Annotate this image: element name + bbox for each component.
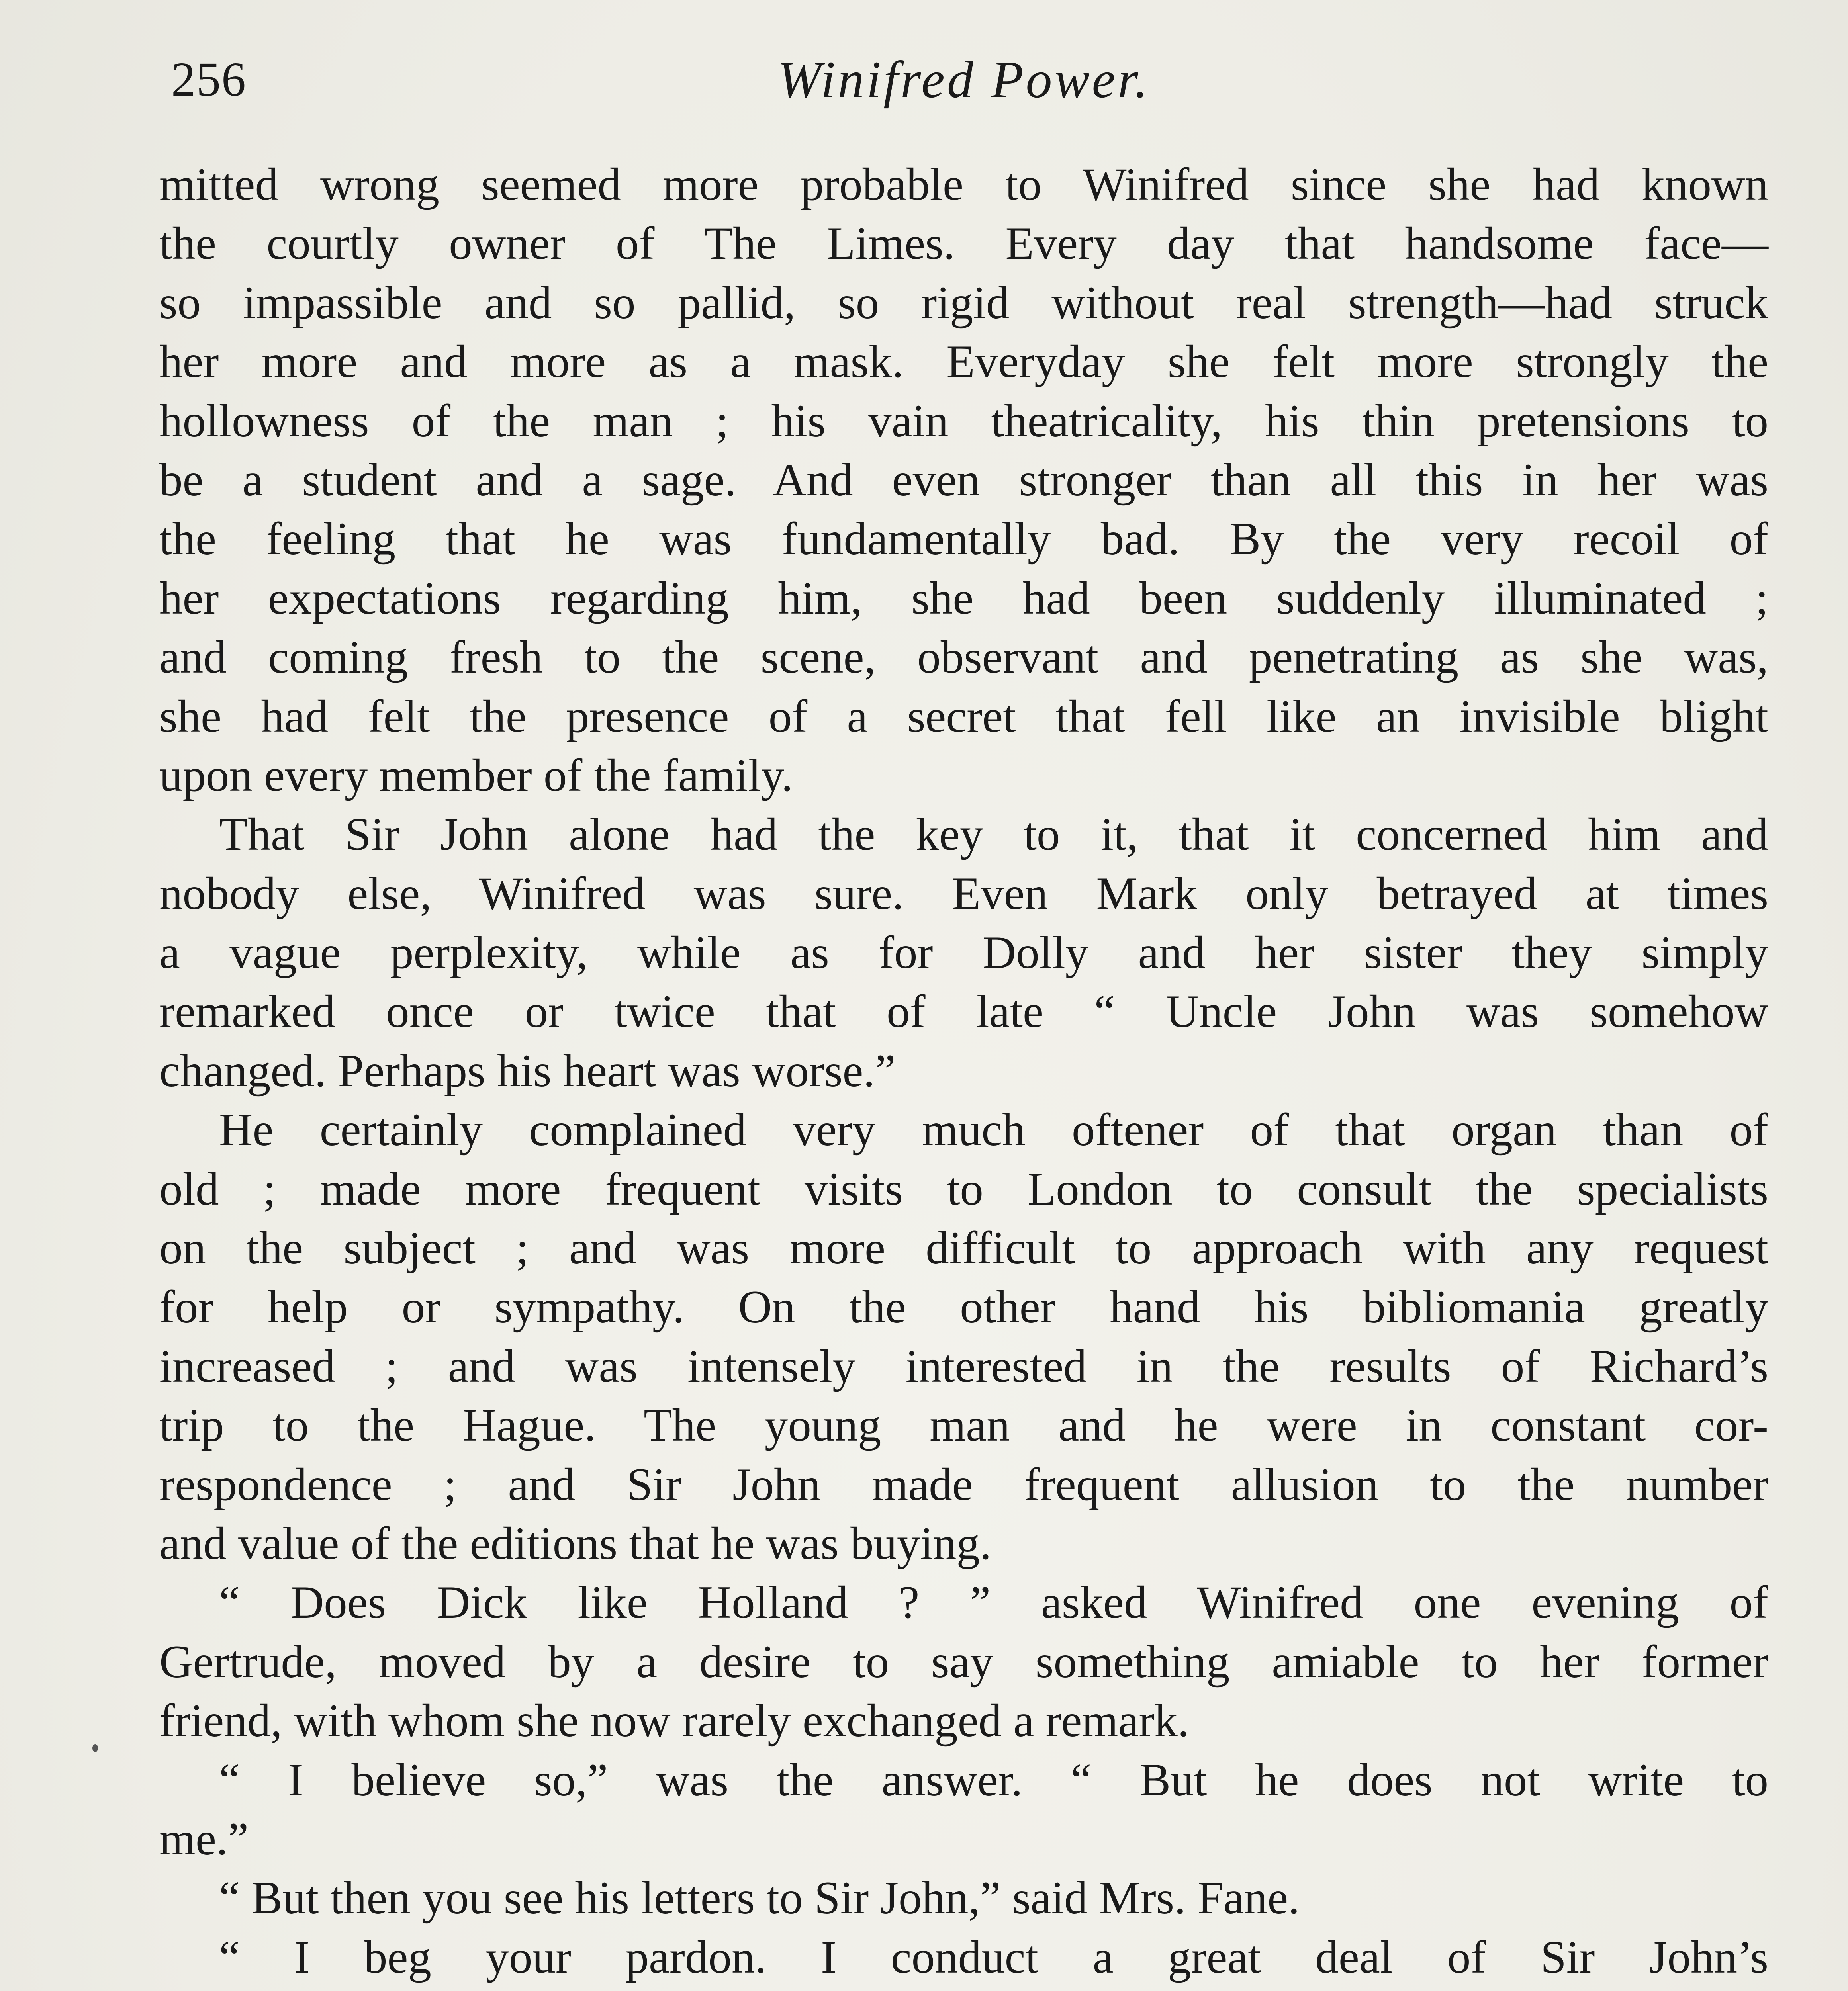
text-line: nobody else, Winifred was sure. Even Mark only betrayed at times	[159, 868, 1768, 919]
text-line: on the subject ; and was more difficult to approach with any request	[159, 1222, 1768, 1274]
text-line: her more and more as a mask. Everyday she felt more strongly the	[159, 336, 1768, 388]
page-header	[159, 42, 1768, 117]
text-line	[159, 1987, 1768, 1991]
running-title: Winifred Power.	[777, 50, 1150, 109]
text-line: mitted wrong seemed more probable to Winifred since she had known	[159, 159, 1768, 210]
text-line: changed. Perhaps his heart was worse.”	[159, 1045, 896, 1097]
text-line: He certainly complained very much oftener of that organ than of	[219, 1104, 1768, 1156]
text-line: be a student and a sage. And even stronger than all this in her was	[159, 454, 1768, 506]
text-line: “ I beg your pardon. I conduct a great deal of Sir John’s	[219, 1931, 1768, 1983]
text-line: me.”	[159, 1813, 249, 1865]
text-line: a vague perplexity, while as for Dolly and her sister they simply	[159, 927, 1768, 979]
text-line: friend, with whom she now rarely exchanged a remark.	[159, 1695, 1190, 1747]
text-line: hollowness of the man ; his vain theatricality, his thin pretensions to	[159, 395, 1768, 447]
text-line: and coming fresh to the scene, observant and penetrating as she was,	[159, 632, 1768, 683]
text-line: “ I believe so,” was the answer. “ But he does not write to	[219, 1754, 1768, 1806]
text-line: and value of the editions that he was buying.	[159, 1518, 992, 1569]
text-line: respondence ; and Sir John made frequent allusion to the number	[159, 1459, 1768, 1510]
text-line: upon every member of the family.	[159, 749, 793, 801]
text-line: for help or sympathy. On the other hand his bibliomania greatly	[159, 1281, 1768, 1333]
page-number: 256	[171, 53, 247, 106]
text-line: she had felt the presence of a secret that fell like an invisible blight	[159, 690, 1768, 742]
text-line: trip to the Hague. The young man and he were in constant cor-	[159, 1400, 1768, 1451]
text-line: Gertrude, moved by a desire to say something amiable to her former	[159, 1636, 1768, 1688]
text-line: increased ; and was intensely interested in the results of Richard’s	[159, 1340, 1768, 1392]
body-text	[159, 155, 1768, 1991]
text-line: “ Does Dick like Holland ? ” asked Winifred one evening of	[219, 1577, 1768, 1629]
text-line: That Sir John alone had the key to it, that it concerned him and	[219, 809, 1768, 861]
text-line: the courtly owner of The Limes. Every day that handsome face—	[159, 218, 1768, 270]
text-line: so impassible and so pallid, so rigid without real strength—had struck	[159, 277, 1768, 329]
text-line: the feeling that he was fundamentally bad. By the very recoil of	[159, 513, 1768, 565]
text-line: old ; made more frequent visits to London to consult the specialists	[159, 1163, 1768, 1215]
text-line: remarked once or twice that of late “ Uncle John was somehow	[159, 986, 1768, 1038]
print-speck	[92, 1744, 98, 1752]
text-line: her expectations regarding him, she had been suddenly illuminated ;	[159, 572, 1768, 624]
text-line: “ But then you see his letters to Sir John,” said Mrs. Fane.	[219, 1872, 1300, 1924]
